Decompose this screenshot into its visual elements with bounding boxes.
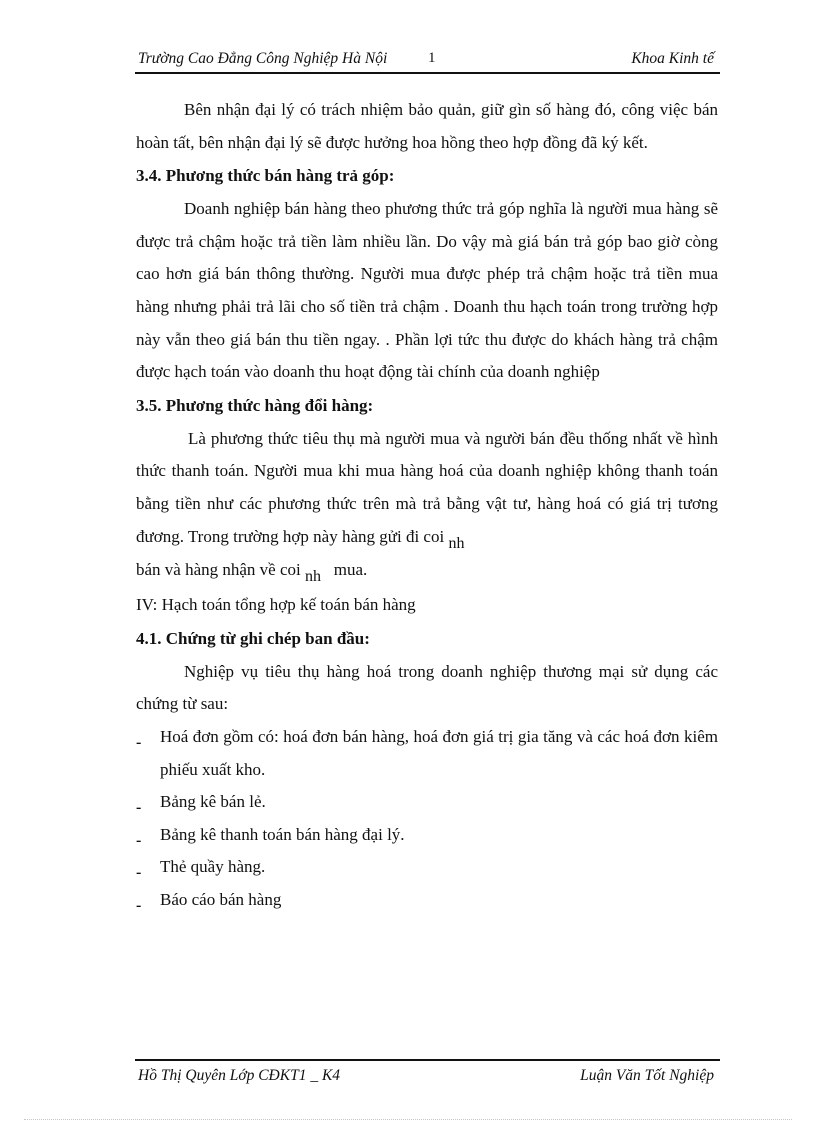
list-item-text: Hoá đơn gồm có: hoá đơn bán hàng, hoá đơn giá trị gia tăng và các hoá đơn kiêm phiếu xuất kho.	[160, 726, 718, 779]
footer-document-type: Luận Văn Tốt Nghiệp	[580, 1067, 714, 1084]
document-list	[136, 721, 718, 917]
document-body	[136, 94, 718, 916]
page-footer	[135, 1059, 720, 1087]
header-page-number: 1	[428, 50, 436, 66]
heading-original-documents: 4.1. Chứng từ ghi chép ban đầu:	[136, 628, 370, 648]
list-item-text: Bảng kê bán lẻ.	[160, 792, 266, 812]
barter-subscript-2: nh	[305, 568, 321, 586]
footer-author: Hồ Thị Quyên Lớp CĐKT1 _ K4	[138, 1067, 341, 1084]
list-item	[136, 786, 718, 819]
list-item	[136, 851, 718, 884]
barter-text-mid: bán và hàng nhận về coi	[136, 560, 301, 580]
bullet-dash: -	[136, 896, 142, 914]
paragraph-agency-responsibility: Bên nhận đại lý có trách nhiệm bảo quản, giữ gìn số hàng đó, công việc bán hoàn tất, bên nhận đại lý sẽ được hưởng hoa hồng theo hợp đồng đã ký kết.	[136, 100, 718, 152]
bullet-dash: -	[136, 864, 142, 882]
page-edge-divider	[24, 1119, 792, 1120]
heading-section-iv: IV: Hạch toán tổng hợp kế toán bán hàng	[136, 594, 416, 614]
barter-text-main: Là phương thức tiêu thụ mà người mua và người bán đều thống nhất về hình thức thanh toán. Người mua khi mua hàng hoá của doanh nghiệp không thanh toán bằng tiền như các phương thức trên mà trả bằng vật tư, hàng hoá có giá trị tương đương. Trong trường hợp này hàng gửi đi coi	[136, 428, 718, 546]
bullet-dash: -	[136, 831, 142, 849]
list-item	[136, 721, 718, 786]
list-item	[136, 819, 718, 852]
bullet-dash: -	[136, 799, 142, 817]
paragraph-installment-sales: Doanh nghiệp bán hàng theo phương thức trả góp nghĩa là người mua hàng sẽ được trả chậm hoặc trả tiền làm nhiều lần. Do vậy mà giá bán trả góp bao giờ còng cao hơn giá bán thông thường. Người mua được phép trả chậm hoặc trả tiền mua hàng nhưng phải trả lãi cho số tiền trả chậm . Doanh thu hạch toán trong trường hợp này vẫn theo giá bán thu tiền ngay. . Phần lợi tức thu được do khách hàng trả chậm được hạch toán vào doanh thu hoạt động tài chính của doanh nghiệp	[136, 199, 718, 382]
barter-text-end: mua.	[333, 560, 368, 580]
header-department: Khoa Kinh tế	[631, 50, 714, 67]
list-item	[136, 884, 718, 917]
list-item-text: Bảng kê thanh toán bán hàng đại lý.	[160, 824, 405, 844]
heading-installment-sales: 3.4. Phương thức bán hàng trả góp:	[136, 166, 395, 186]
barter-subscript-1: nh	[448, 534, 465, 552]
page-header	[135, 48, 720, 74]
list-item-text: Báo cáo bán hàng	[160, 889, 282, 909]
heading-barter-sales: 3.5. Phương thức hàng đổi hàng:	[136, 395, 374, 415]
list-item-text: Thẻ quầy hàng.	[160, 857, 266, 877]
paragraph-barter-sales	[136, 423, 718, 588]
bullet-dash: -	[136, 733, 142, 751]
header-school-name: Trường Cao Đẳng Công Nghiệp Hà Nội	[138, 50, 388, 67]
paragraph-documents-intro: Nghiệp vụ tiêu thụ hàng hoá trong doanh nghiệp thương mại sử dụng các chứng từ sau:	[136, 661, 718, 714]
